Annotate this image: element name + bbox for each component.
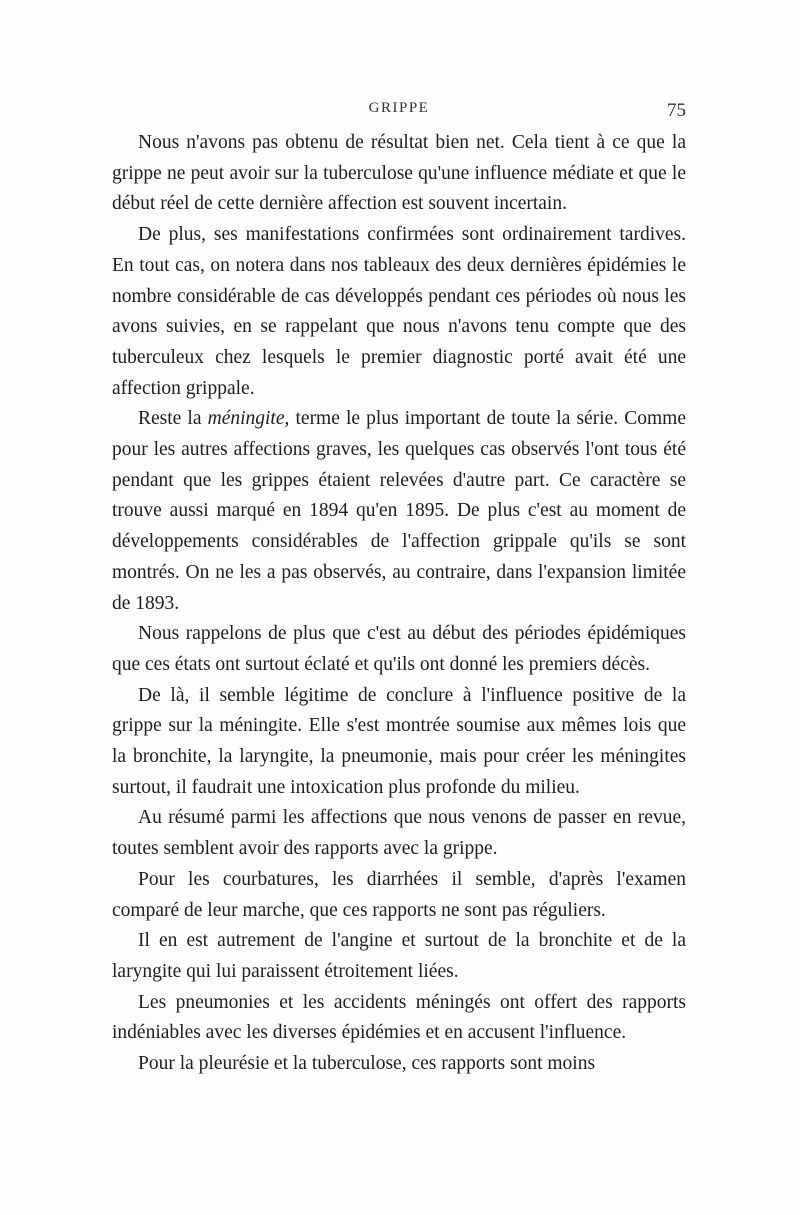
paragraph-9: Les pneumonies et les accidents méningés ont offert des rapports indéniables avec les diverses épidémies et en accusent l'influence. <box>112 991 686 1044</box>
paragraph-2: De plus, ses manifestations confirmées sont ordinairement tardives. En tout cas, on notera dans nos tableaux des deux dernières épidémies le nombre considérable de cas développés pendant ces périodes où nous les avons suivies, en se rappelant que nous n'avons tenu compte que des tuberculeux chez lesquels le premier diagnostic porté avait été une affection grippale. <box>112 224 686 399</box>
page-header <box>112 100 686 128</box>
paragraph-5: De là, il semble légitime de conclure à l'influence positive de la grippe sur la méningite. Elle s'est montrée soumise aux mêmes lois que la bronchite, la laryngite, la pneumonie, mais pour créer les méningites surtout, il faudrait une intoxication plus profonde du milieu. <box>112 684 686 798</box>
paragraph-4: Nous rappelons de plus que c'est au début des périodes épidémiques que ces états ont surtout éclaté et qu'ils ont donné les premiers décès. <box>112 623 686 675</box>
body-text <box>112 128 686 1080</box>
paragraph-3-rest: , terme le plus important de toute la série. Comme pour les autres affections graves, les quelques cas observés l'ont tous été pendant que les grippes étaient relevées d'autre part. Ce caractère se trouve aussi marqué en 1894 qu'en 1895. De plus c'est au moment de développements considérables de l'affection grippale qu'ils se sont montrés. On ne les a pas observés, au contraire, dans l'expansion limitée de 1893. <box>112 408 686 614</box>
paragraph-8: Il en est autrement de l'angine et surtout de la bronchite et de la laryngite qui lui paraissent étroitement liées. <box>112 930 686 982</box>
paragraph-10: Pour la pleurésie et la tuberculose, ces rapports sont moins <box>138 1053 596 1075</box>
running-title: GRIPPE <box>368 100 430 116</box>
paragraph-7: Pour les courbatures, les diarrhées il semble, d'après l'examen comparé de leur marche, que ces rapports ne sont pas réguliers. <box>112 868 686 921</box>
paragraph-3-start: Reste la <box>138 408 208 430</box>
paragraph-1: Nous n'avons pas obtenu de résultat bien net. Cela tient à ce que la grippe ne peut avoir sur la tuberculose qu'une influence médiate et que le début réel de cette dernière affection est souvent incertain. <box>112 132 686 215</box>
page-number: 75 <box>667 100 686 121</box>
paragraph-6: Au résumé parmi les affections que nous venons de passer en revue, toutes semblent avoir des rapports avec la grippe. <box>112 807 686 860</box>
term-meningite: méningite <box>207 408 285 430</box>
paragraph-3 <box>112 404 686 619</box>
